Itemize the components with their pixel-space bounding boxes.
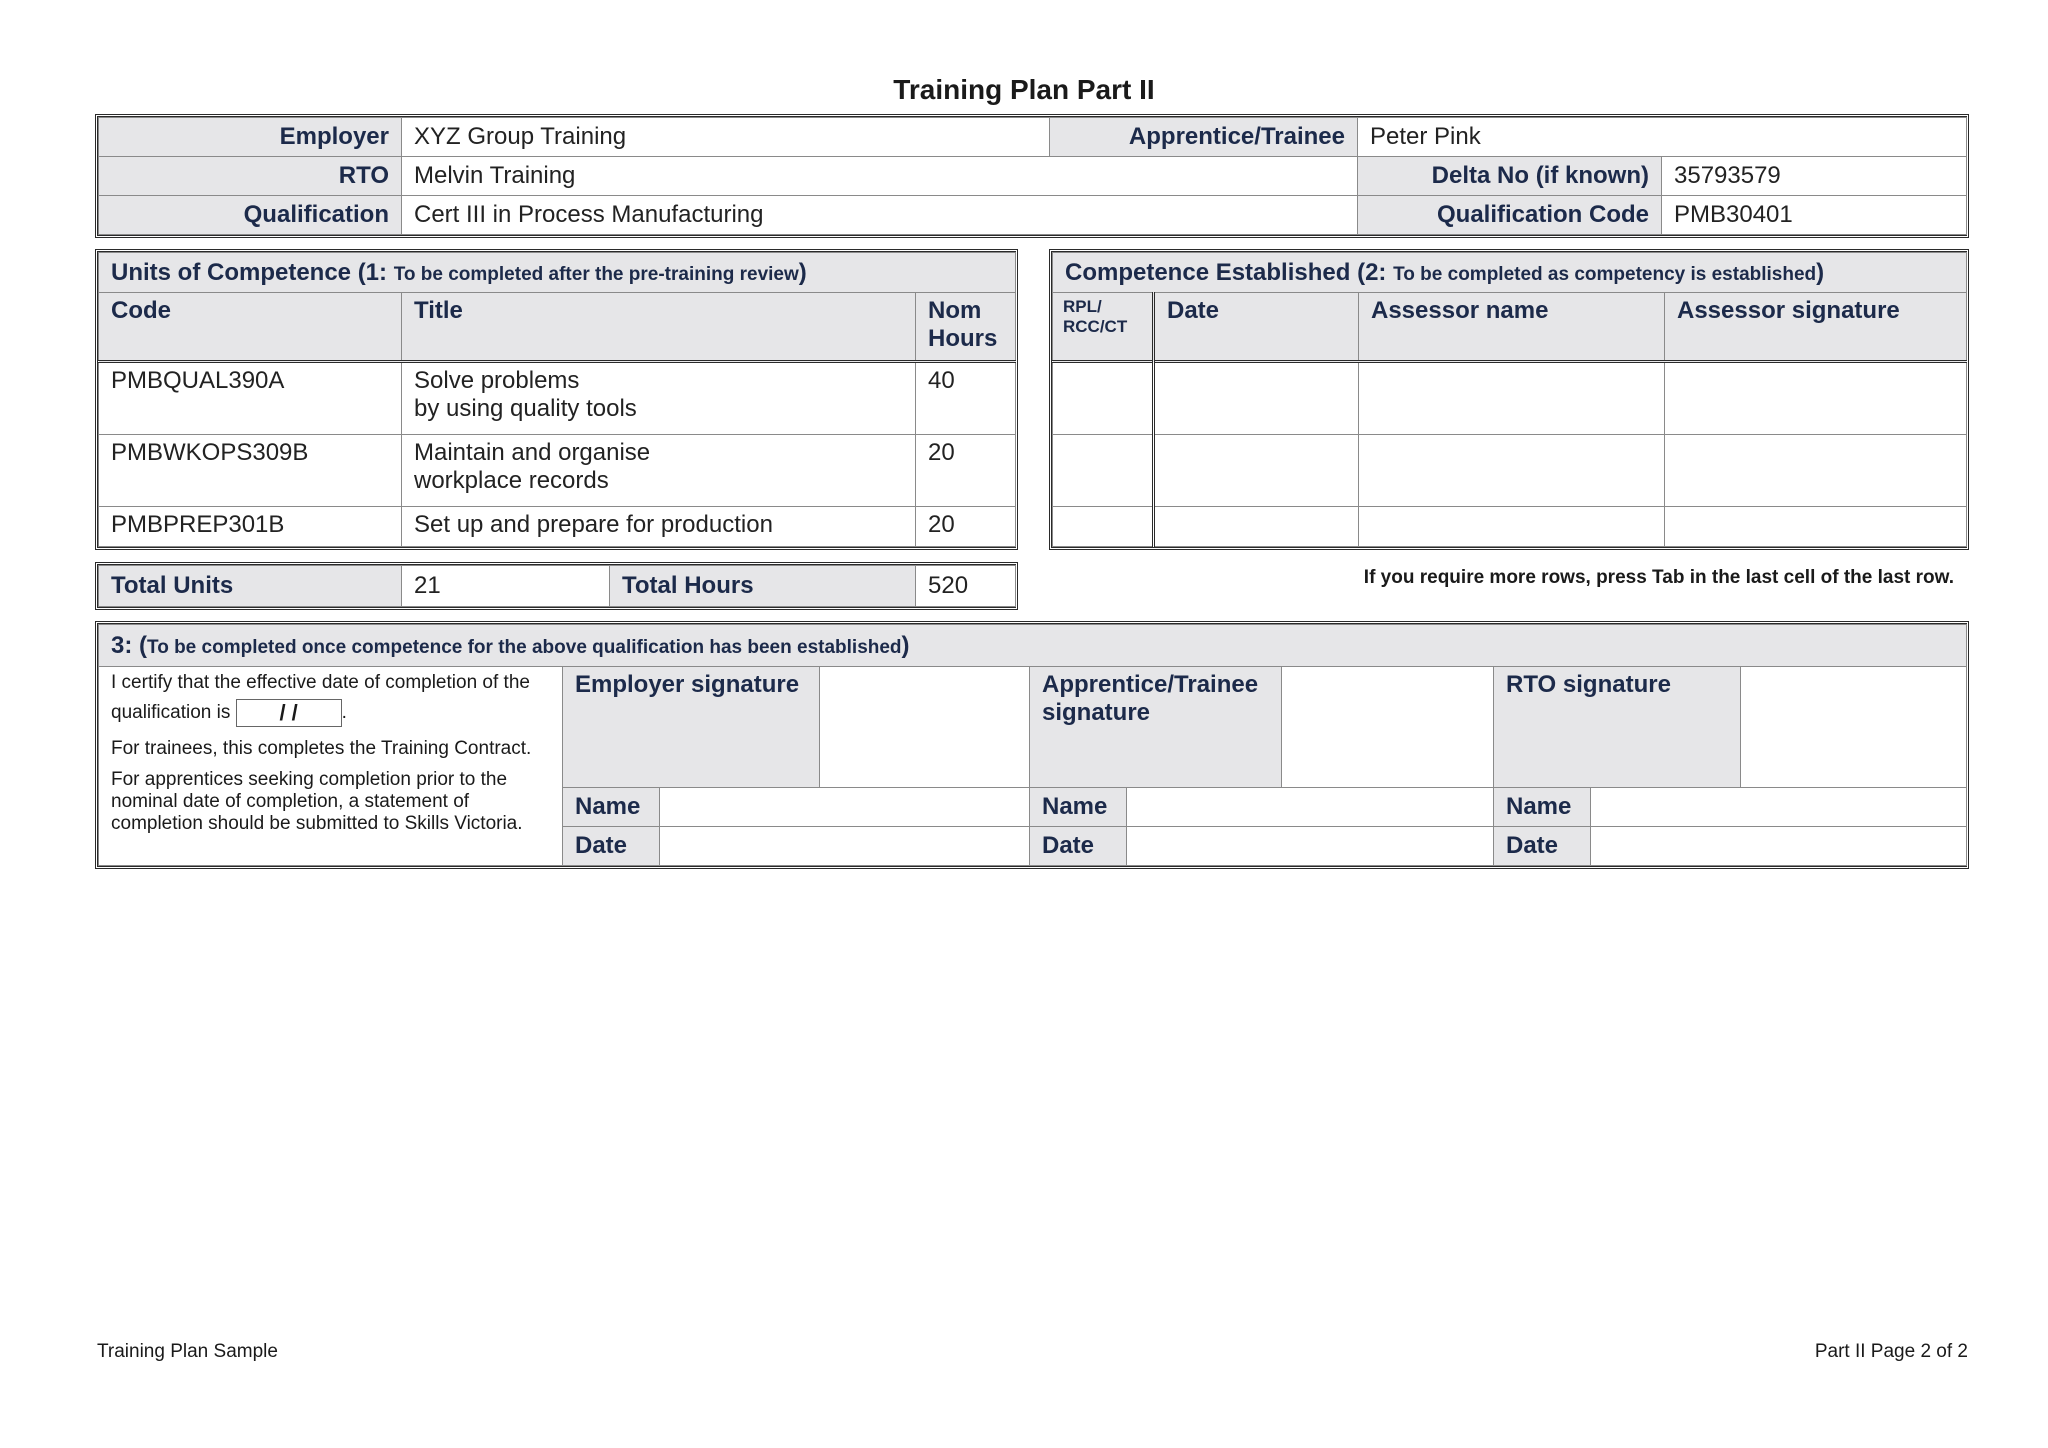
apprentice-name-label: Name xyxy=(1030,787,1127,826)
rpl-cell[interactable] xyxy=(1053,362,1154,434)
total-hours-label: Total Hours xyxy=(610,566,916,607)
rpl-cell[interactable] xyxy=(1053,434,1154,506)
totals-box xyxy=(95,562,1018,610)
assessor-name-cell[interactable] xyxy=(1359,434,1665,506)
rto-name-field[interactable] xyxy=(1591,787,1967,826)
employer-name-field[interactable] xyxy=(660,787,1030,826)
unit-hours[interactable]: 20 xyxy=(916,506,1016,546)
apprentice-label: Apprentice/Trainee xyxy=(1050,118,1358,157)
qualification-label: Qualification xyxy=(99,196,402,235)
details-box xyxy=(95,114,1969,238)
employer-name-label: Name xyxy=(563,787,660,826)
table-row xyxy=(1053,434,1967,506)
delta-label: Delta No (if known) xyxy=(1358,157,1662,196)
rto-label: RTO xyxy=(99,157,402,196)
employer-label: Employer xyxy=(99,118,402,157)
col-assessor-name: Assessor name xyxy=(1359,293,1665,362)
rto-value[interactable]: Melvin Training xyxy=(402,157,1358,196)
table-row xyxy=(99,362,1016,434)
units-box xyxy=(95,249,1018,550)
units-heading: Units of Competence (1: To be completed after the pre-training review) xyxy=(99,253,1016,293)
apprentice-date-field[interactable] xyxy=(1127,826,1494,865)
footer-right: Part II Page 2 of 2 xyxy=(1814,1341,1968,1362)
col-hours: Nom Hours xyxy=(916,293,1016,362)
date-cell[interactable] xyxy=(1154,362,1359,434)
rto-signature-field[interactable] xyxy=(1741,667,1967,788)
delta-value[interactable]: 35793579 xyxy=(1662,157,1967,196)
date-cell[interactable] xyxy=(1154,434,1359,506)
col-rpl: RPL/ RCC/CT xyxy=(1053,293,1154,362)
assessor-signature-cell[interactable] xyxy=(1665,434,1967,506)
qualification-code-value[interactable]: PMB30401 xyxy=(1662,196,1967,235)
total-units-value[interactable]: 21 xyxy=(402,566,610,607)
assessor-signature-cell[interactable] xyxy=(1665,506,1967,546)
competence-heading: Competence Established (2: To be completed as competency is established) xyxy=(1053,253,1967,293)
unit-code[interactable]: PMBQUAL390A xyxy=(99,362,402,434)
unit-hours[interactable]: 20 xyxy=(916,434,1016,506)
unit-code[interactable]: PMBPREP301B xyxy=(99,506,402,546)
competence-box xyxy=(1049,249,1969,550)
completion-date-field[interactable]: / / xyxy=(236,699,342,727)
section3-heading: 3: (To be completed once competence for the above qualification has been established) xyxy=(99,625,1967,667)
table-row xyxy=(99,434,1016,506)
col-code: Code xyxy=(99,293,402,362)
employer-value[interactable]: XYZ Group Training xyxy=(402,118,1050,157)
rto-date-field[interactable] xyxy=(1591,826,1967,865)
employer-date-label: Date xyxy=(563,826,660,865)
unit-title[interactable]: Maintain and organise workplace records xyxy=(402,434,916,506)
rows-note: If you require more rows, press Tab in the last cell of the last row. xyxy=(1363,567,1954,588)
assessor-name-cell[interactable] xyxy=(1359,506,1665,546)
table-row xyxy=(1053,362,1967,434)
certification-text: I certify that the effective date of completion of the qualification is / / . For trainees, this completes the Training Contract. For apprentices seeking completion prior to the nominal date of completion, a statement of completion should be submitted to Skills Victoria. xyxy=(99,667,563,866)
qualification-value[interactable]: Cert III in Process Manufacturing xyxy=(402,196,1358,235)
unit-title[interactable]: Set up and prepare for production xyxy=(402,506,916,546)
unit-hours[interactable]: 40 xyxy=(916,362,1016,434)
assessor-signature-cell[interactable] xyxy=(1665,362,1967,434)
col-assessor-signature: Assessor signature xyxy=(1665,293,1967,362)
rto-name-label: Name xyxy=(1494,787,1591,826)
qualification-code-label: Qualification Code xyxy=(1358,196,1662,235)
footer-left: Training Plan Sample xyxy=(97,1341,278,1362)
col-title: Title xyxy=(402,293,916,362)
table-row xyxy=(1053,506,1967,546)
apprentice-date-label: Date xyxy=(1030,826,1127,865)
apprentice-name-field[interactable] xyxy=(1127,787,1494,826)
col-date: Date xyxy=(1154,293,1359,362)
page-title: Training Plan Part II xyxy=(893,74,1155,105)
total-hours-value[interactable]: 520 xyxy=(916,566,1016,607)
date-cell[interactable] xyxy=(1154,506,1359,546)
employer-signature-field[interactable] xyxy=(820,667,1030,788)
total-units-label: Total Units xyxy=(99,566,402,607)
apprentice-value[interactable]: Peter Pink xyxy=(1358,118,1967,157)
assessor-name-cell[interactable] xyxy=(1359,362,1665,434)
employer-signature-label: Employer signature xyxy=(563,667,820,788)
rto-date-label: Date xyxy=(1494,826,1591,865)
apprentice-signature-field[interactable] xyxy=(1282,667,1494,788)
table-row xyxy=(99,506,1016,546)
rpl-cell[interactable] xyxy=(1053,506,1154,546)
rto-signature-label: RTO signature xyxy=(1494,667,1741,788)
apprentice-signature-label: Apprentice/Trainee signature xyxy=(1030,667,1282,788)
employer-date-field[interactable] xyxy=(660,826,1030,865)
section3-box xyxy=(95,621,1969,869)
unit-code[interactable]: PMBWKOPS309B xyxy=(99,434,402,506)
unit-title[interactable]: Solve problems by using quality tools xyxy=(402,362,916,434)
